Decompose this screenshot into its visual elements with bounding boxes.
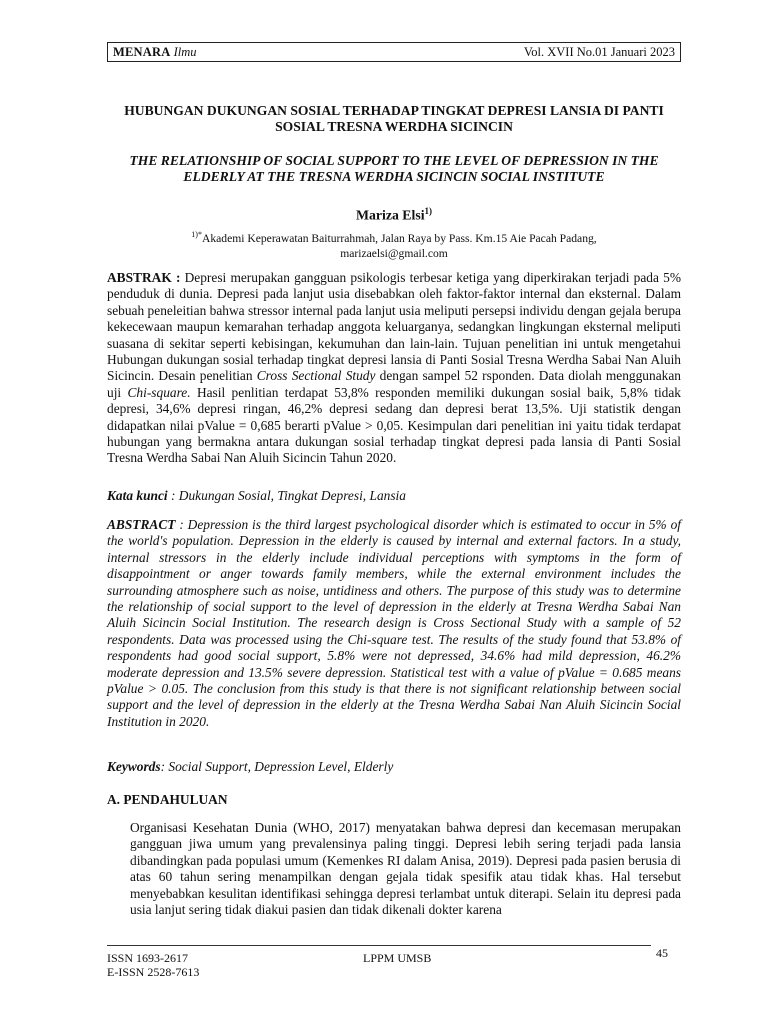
abstract-label: ABSTRACT xyxy=(107,517,176,532)
abstrak-paragraph: ABSTRAK : Depresi merupakan gangguan psikologis terbesar ketiga yang diperkirakan terjadi pada 5% penduduk di dunia. Depresi pada lanjut usia disebabkan oleh faktor-faktor internal dan eksternal. Dalam sebuah peneleitian bahwa stressor internal pada lanjut usia meliputi persepsi individu dengan gejala berupa kekecewaan maupun kemarahan terhadap anggota keluarganya, sedangkan lingkungan eksternal meliputi suasana di sekitar seperti kebisingan, kekumuhan dan lain-lain. Tujuan penelitian ini untuk mengetahui Hubungan dukungan sosial terhadap tingkat depresi lansia di Panti Sosial Tresna Werdha Sabai Nan Aluih Sicincin. Desain penelitian Cross Sectional Study dengan sampel 52 rsponden. Data diolah menggunakan uji Chi-square. Hasil penlitian terdapat 53,8% responden memiliki dukungan sosial baik, 5,8% tidak depresi, 34,6% depresi ringan, 46,2% depresi sedang dan depresi berat 13,5%. Uji statistik dengan didapatkan nilai pValue = 0,685 berarti pValue > 0,05. Kesimpulan dari penelitian ini yaitu tidak terdapat hubungan yang bermakna antara dukungan sosial terhadap tingkat depresi pada lansia di Panti Sosial Tresna Werdha Sabai Nan Aluih Sicincin Tahun 2020. xyxy=(107,270,681,466)
journal-name: MENARA Ilmu xyxy=(113,45,197,59)
kata-kunci: Kata kunci : Dukungan Sosial, Tingkat Depresi, Lansia xyxy=(107,488,406,503)
section-heading: A. PENDAHULUAN xyxy=(107,792,228,807)
author-email: marizaelsi@gmail.com xyxy=(340,247,448,261)
footer-publisher: LPPM UMSB xyxy=(363,951,432,965)
title-block xyxy=(107,103,681,262)
footer-issn: ISSN 1693-2617 E-ISSN 2528-7613 xyxy=(107,951,200,979)
intro-paragraph: Organisasi Kesehatan Dunia (WHO, 2017) menyatakan bahwa depresi dan kecemasan merupakan gangguan jiwa umum yang prevalensinya paling tinggi. Depresi lebih sering terjadi pada lansia dibandingkan pada populasi umum (Kemenkes RI dalam Anisa, 2019). Depresi pada pasien berusia di atas 60 tahun sering menampilkan dengan gejala tidak spesifik atau tidak khas. Hal tersebut menyebabkan kesulitan identifikasi sehingga depresi terlambat untuk diterapi. Selain itu depresi pada usia lanjut sering tidak diakui pasien dan tidak dikenali dokter karena xyxy=(130,820,681,918)
abstrak-label: ABSTRAK : xyxy=(107,270,181,285)
author-affiliation: $^{1)*}$Akademi Keperawatan Baiturrahmah, Jalan Raya by Pass. Km.15 Aie Pacah Padang, xyxy=(191,229,597,245)
title-english: THE RELATIONSHIP OF SOCIAL SUPPORT TO THE LEVEL OF DEPRESSION IN THE ELDERLY AT THE TRESNA WERDHA SICINCIN SOCIAL INSTITUTE xyxy=(129,153,659,184)
title-indonesian: HUBUNGAN DUKUNGAN SOSIAL TERHADAP TINGKAT DEPRESI LANSIA DI PANTI SOSIAL TRESNA WERDHA SICINCIN xyxy=(124,103,664,134)
author-name: Mariza Elsi$^{1)}$ xyxy=(355,206,433,223)
page-number: 45 xyxy=(656,946,668,960)
running-header xyxy=(107,42,681,62)
keywords-label: Keywords xyxy=(107,759,161,774)
volume-info: Vol. XVII No.01 Januari 2023 xyxy=(523,45,675,59)
keywords: Keywords: Social Support, Depression Level, Elderly xyxy=(107,759,394,774)
footer-divider xyxy=(107,945,651,946)
kata-kunci-label: Kata kunci xyxy=(107,488,168,503)
abstract-paragraph: ABSTRACT : Depression is the third largest psychological disorder which is estimated to occur in 5% of the world's population. Depression in the elderly is caused by internal and external factors. In a study, internal stressors in the elderly include individual perceptions with symptoms in the form of disappointment or anger towards family members, while the external environment includes the surrounding atmosphere such as noise, untidiness and others. The purpose of this study was to determine the relationship of social support to the level of depression in the elderly at Tresna Werdha Sabai Nan Aluih Sicincin Social Institution. The research design is Cross Sectional Study with a sample of 52 respondents. Data was processed using the Chi-square test. The results of the study found that 53.8% of respondents had good social support, 5.8% were not depressed, 34.6% had mild depression, 46.2% moderate depression and 13.5% severe depression. Statistical test with a value of pValue = 0.685 means pValue > 0.05. The conclusion from this study is that there is not significant relationship between social support and the level of depression in the elderly at the Tresna Werdha Sabai Nan Aluih Sicincin Social Institution in 2020. xyxy=(107,517,681,729)
